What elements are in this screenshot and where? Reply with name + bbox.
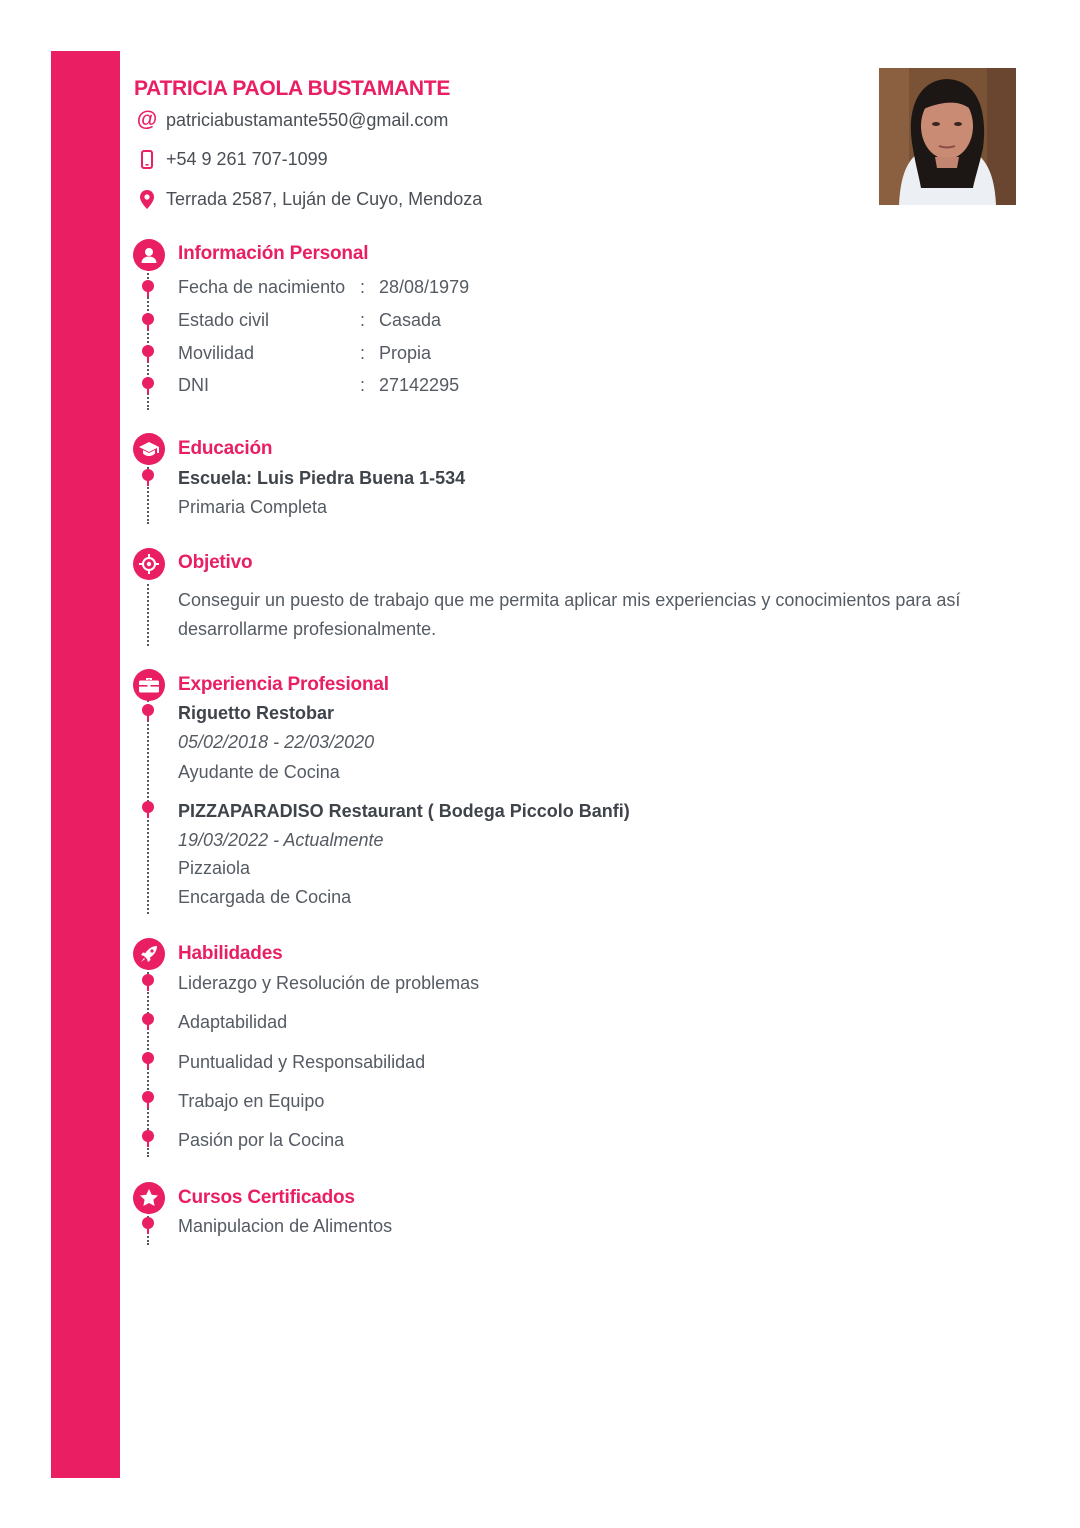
email-text[interactable]: patriciabustamante550@gmail.com xyxy=(166,109,449,130)
school-name: Escuela: Luis Piedra Buena 1-534 xyxy=(178,468,466,488)
briefcase-icon xyxy=(133,669,165,701)
personal-section-title: Información Personal xyxy=(178,243,369,264)
dni-label: DNI xyxy=(178,375,209,395)
timeline-dot xyxy=(142,1091,154,1103)
timeline-dot xyxy=(142,1217,154,1229)
skill-item: Trabajo en Equipo xyxy=(178,1091,325,1111)
colon: : xyxy=(360,310,366,330)
job-role: Ayudante de Cocina xyxy=(178,762,340,782)
education-level: Primaria Completa xyxy=(178,497,328,517)
skill-item: Puntualidad y Responsabilidad xyxy=(178,1052,426,1072)
timeline-dot xyxy=(142,345,154,357)
profile-photo xyxy=(879,68,1016,205)
objective-timeline xyxy=(147,584,149,646)
timeline-dot xyxy=(142,704,154,716)
marital-status-value: Casada xyxy=(379,310,442,330)
timeline-dot xyxy=(142,1013,154,1025)
objective-text: Conseguir un puesto de trabajo que me permita aplicar mis experiencias y conocimientos para así desarrollarme profesionalmente. xyxy=(178,590,961,639)
birthdate-value: 28/08/1979 xyxy=(379,277,470,297)
job-role: Pizzaiola xyxy=(178,858,251,878)
job-role: Encargada de Cocina xyxy=(178,887,352,907)
education-section-title: Educación xyxy=(178,438,273,459)
skill-item: Adaptabilidad xyxy=(178,1012,288,1032)
star-icon xyxy=(133,1182,165,1214)
courses-section-title: Cursos Certificados xyxy=(178,1187,355,1208)
timeline-dot xyxy=(142,280,154,292)
contact-email xyxy=(134,107,448,133)
rocket-icon xyxy=(133,938,165,970)
graduation-cap-icon xyxy=(133,433,165,465)
address-text: Terrada 2587, Luján de Cuyo, Mendoza xyxy=(166,188,483,209)
timeline-dot xyxy=(142,377,154,389)
skill-item: Pasión por la Cocina xyxy=(178,1130,345,1150)
crosshair-target-icon xyxy=(133,548,165,580)
colon: : xyxy=(360,375,366,395)
skill-item: Liderazgo y Resolución de problemas xyxy=(178,973,480,993)
colon: : xyxy=(360,277,366,297)
job-company: PIZZAPARADISO Restaurant ( Bodega Piccolo Banfi) xyxy=(178,801,630,821)
birthdate-label: Fecha de nacimiento xyxy=(178,277,346,297)
phone-text[interactable]: +54 9 261 707-1099 xyxy=(166,148,328,169)
colon: : xyxy=(360,343,366,363)
mobility-label: Movilidad xyxy=(178,343,255,363)
at-icon: @ xyxy=(136,108,158,131)
user-icon xyxy=(133,239,165,271)
experience-section-title: Experiencia Profesional xyxy=(178,674,389,695)
timeline-dot xyxy=(142,313,154,325)
mobile-phone-icon xyxy=(134,146,160,172)
marital-status-label: Estado civil xyxy=(178,310,270,330)
job-dates: 05/02/2018 - 22/03/2020 xyxy=(178,732,375,752)
contact-address xyxy=(134,186,482,212)
timeline-dot xyxy=(142,1130,154,1142)
contact-phone xyxy=(134,146,328,172)
objective-section-title: Objetivo xyxy=(178,552,253,573)
job-dates: 19/03/2022 - Actualmente xyxy=(178,830,384,850)
sidebar-accent-bar xyxy=(51,51,120,1478)
timeline-dot xyxy=(142,974,154,986)
timeline-dot xyxy=(142,1052,154,1064)
map-pin-icon xyxy=(134,186,160,212)
job-company: Riguetto Restobar xyxy=(178,703,335,723)
dni-value: 27142295 xyxy=(379,375,460,395)
skills-section-title: Habilidades xyxy=(178,943,283,964)
timeline-dot xyxy=(142,469,154,481)
timeline-dot xyxy=(142,801,154,813)
course-item: Manipulacion de Alimentos xyxy=(178,1216,393,1236)
candidate-name: PATRICIA PAOLA BUSTAMANTE xyxy=(134,77,451,100)
mobility-value: Propia xyxy=(379,343,432,363)
